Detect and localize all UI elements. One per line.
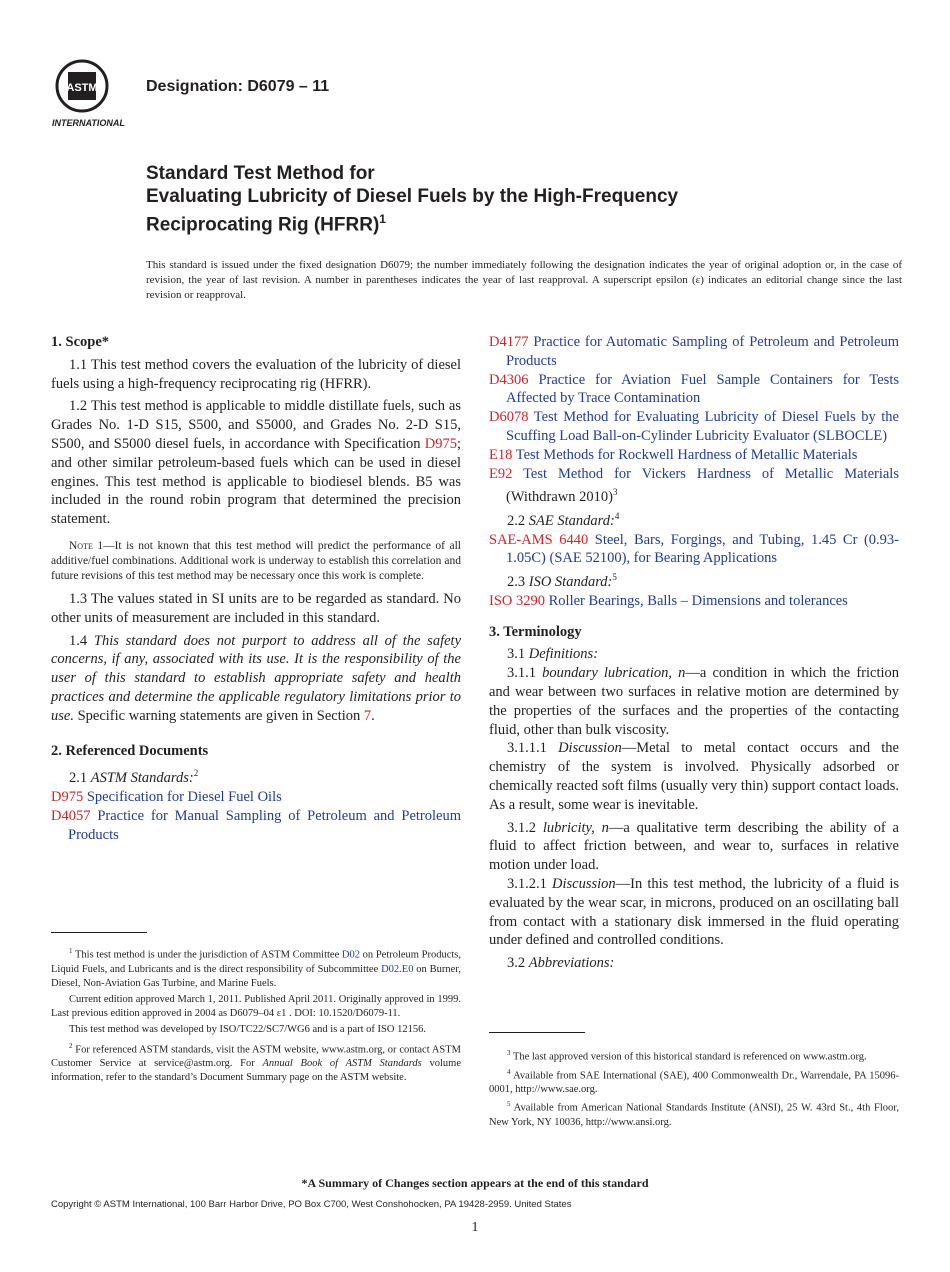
para-3-1-1-1-text: —Metal to metal contact occurs and the chemistry of the system is involved. Physically adsorbed or chemically reacted soft films (usually very thin) support contact loads. As a result, some wear is inevitable. bbox=[489, 740, 899, 813]
para-2-2-sup: 4 bbox=[614, 511, 620, 521]
footnote-5: $^5$ Available from American National Standards Institute (ANSI), 25 W. 43rd St., 4th Floor, New York, NY 10036, http://www.ansi.org. bbox=[489, 1100, 900, 1128]
ref-item[interactable] bbox=[489, 531, 899, 569]
ref-title[interactable]: Practice for Manual Sampling of Petroleum and Petroleum Products bbox=[68, 807, 461, 843]
para-2-3-title: ISO Standard: bbox=[528, 574, 613, 591]
title-footnote-mark: 1 bbox=[379, 212, 386, 226]
footnote-5-text: Available from American National Standards Institute (ANSI), 25 W. 43rd St., 4th Floor, New York, NY 10036, http://www.ansi.org. bbox=[489, 1102, 900, 1128]
para-2-3-num: 2.3 bbox=[507, 574, 529, 591]
para-2-1-num: 2.1 bbox=[69, 770, 91, 787]
ref-item[interactable] bbox=[489, 371, 899, 409]
footnote-rule bbox=[51, 932, 147, 933]
footnotes-right bbox=[489, 1046, 899, 1130]
para-3-1-2-text: —a qualitative term describing the ability of a fluid to affect friction between, and wear to, surfaces in relative motion under load. bbox=[489, 819, 899, 874]
section-3-heading: 3. Terminology bbox=[489, 623, 582, 640]
para-2-1-title: ASTM Standards: bbox=[90, 770, 194, 787]
note-1 bbox=[51, 539, 461, 584]
footnote-1-edition: Current edition approved March 1, 2011. Published April 2011. Originally approved in 1999. Last previous edition approved in 2004 as D6079–04 ε1 . DOI: 10.1520/D6079-11. bbox=[51, 993, 461, 1019]
ref-item[interactable] bbox=[489, 465, 899, 507]
astm-logo bbox=[52, 58, 136, 130]
ref-title[interactable]: Test Methods for Rockwell Hardness of Metallic Materials bbox=[515, 446, 858, 463]
para-1-2-text-end: ; and other similar petroleum-based fuels which can be used in diesel engines. This test method is applicable to biodiesel blends. B5 was included in the round robin program that determined the precision statement. bbox=[51, 435, 461, 528]
para-1-4-end: . bbox=[371, 707, 375, 724]
footnote-2-text: For referenced ASTM standards, visit the ASTM website, www.astm.org, or contact ASTM Customer Service at service@astm.org. For bbox=[51, 1044, 461, 1069]
footnote-1: $^1$ This test method is under the jurisdiction of ASTM Committee D02 on Petroleum Products, Liquid Fuels, and Lubricants and is the direct responsibility of Subcommittee D02.E0 on Burner, Diesel, Non-Aviation Gas Turbine, and Marine Fuels. bbox=[51, 947, 462, 989]
copyright: Copyright © ASTM International, 100 Barr Harbor Drive, PO Box C700, West Conshohocken, PA 19428-2959. United States bbox=[51, 1199, 572, 1210]
ref-title[interactable]: Specification for Diesel Fuel Oils bbox=[86, 788, 282, 805]
note-text: 1—It is not known that this test method will predict the performance of all additive/fuel combinations. Additional work is underway to establish this correlation and future revisions of this test method may be necessary once this work is complete. bbox=[51, 539, 461, 582]
para-1-4-safety: This standard does not purport to address all of the safety concerns, if any, associated with its use. It is the responsibility of the user of this standard to establish appropriate safety and health practices and determine the applicable regulatory limitations prior to use. bbox=[51, 632, 462, 724]
page-title bbox=[146, 162, 846, 236]
title-line-2: Evaluating Lubricity of Diesel Fuels by the High-Frequency bbox=[146, 186, 679, 207]
ref-code[interactable]: D4306 bbox=[489, 371, 529, 388]
ref-code[interactable]: D4177 bbox=[489, 334, 529, 350]
ref-code[interactable]: E18 bbox=[489, 446, 513, 463]
para-2-3 bbox=[489, 568, 899, 592]
ref-item[interactable] bbox=[51, 807, 461, 845]
ref-title[interactable]: Practice for Automatic Sampling of Petroleum and Petroleum Products bbox=[506, 334, 900, 369]
ref-code[interactable]: D975 bbox=[51, 788, 84, 805]
para-2-3-sup: 5 bbox=[612, 572, 617, 583]
para-1-4-text: Specific warning statements are given in Section bbox=[73, 707, 364, 724]
ref-code[interactable]: SAE-AMS 6440 bbox=[489, 531, 589, 548]
ref-item[interactable] bbox=[489, 592, 899, 611]
footnote-1-text-3: on Burner, Diesel, Non-Aviation Gas Turbine, and Marine Fuels. bbox=[51, 963, 461, 989]
section-2-heading: 2. Referenced Documents bbox=[51, 742, 209, 759]
para-3-2-num: 3.2 bbox=[507, 955, 529, 972]
para-3-1-1-1-num: 3.1.1.1 bbox=[507, 740, 559, 757]
footnote-4-text: Available from SAE International (SAE), 400 Commonwealth Dr., Warrendale, PA 15096-0001, http://www.sae.org. bbox=[489, 1070, 900, 1095]
para-2-2-num: 2.2 bbox=[507, 512, 529, 529]
para-3-1-1-num: 3.1.1 bbox=[507, 665, 543, 682]
footnote-4: $^4$ Available from SAE International (SAE), 400 Commonwealth Dr., Warrendale, PA 15096-0001, http://www.sae.org. bbox=[489, 1067, 900, 1095]
ref-item[interactable] bbox=[489, 333, 899, 371]
para-2-1 bbox=[51, 764, 461, 788]
para-3-1-title: Definitions: bbox=[528, 646, 599, 663]
link-section-7[interactable]: 7 bbox=[363, 707, 372, 724]
issuance-statement: This standard is issued under the fixed designation D6079; the number immediately following the designation indicates the year of original adoption or, in the case of revision, the year of last revision. A number in parentheses indicates the year of last reapproval. A superscript epsilon (ε) indicates an editorial change since the last revision or reapproval. bbox=[146, 259, 902, 301]
footnote-1-iso: This test method was developed by ISO/TC22/SC7/WG6 and is a part of ISO 12156. bbox=[69, 1023, 426, 1035]
ref-item[interactable] bbox=[51, 788, 461, 807]
para-3-1-1-1-label: Discussion bbox=[558, 740, 622, 757]
link-d02[interactable]: D02 bbox=[341, 949, 360, 961]
para-3-2 bbox=[489, 954, 899, 973]
para-1-2 bbox=[51, 397, 461, 529]
footnote-1-text-2: on Petroleum Products, Liquid Fuels, and Lubricants and is the direct responsibility of Subcommittee bbox=[51, 949, 462, 975]
para-3-1-1-term: boundary lubrication, n bbox=[542, 665, 686, 682]
link-d975[interactable]: D975 bbox=[424, 435, 457, 452]
summary-note: *A Summary of Changes section appears at the end of this standard bbox=[301, 1176, 649, 1190]
footnote-2-text-2: volume information, refer to the standard’s Document Summary page on the ASTM website. bbox=[51, 1058, 461, 1083]
logo-subtext: INTERNATIONAL bbox=[52, 118, 125, 128]
title-line-1: Standard Test Method for bbox=[146, 163, 375, 184]
para-3-1-num: 3.1 bbox=[507, 646, 529, 663]
ref-code[interactable]: ISO 3290 bbox=[489, 592, 545, 609]
para-1-4 bbox=[51, 632, 461, 726]
ref-code[interactable]: E92 bbox=[489, 465, 513, 482]
footnote-3: $^3$ The last approved version of this historical standard is referenced on www.astm.org. bbox=[507, 1049, 867, 1063]
title-line-3 bbox=[146, 208, 846, 236]
footnote-rule bbox=[489, 1032, 585, 1033]
para-2-1-sup: 2 bbox=[193, 768, 199, 779]
section-1-heading: 1. Scope* bbox=[51, 334, 109, 350]
para-2-2-title: SAE Standard: bbox=[528, 512, 615, 529]
para-3-1-1-1 bbox=[489, 739, 899, 814]
para-3-1 bbox=[489, 645, 899, 664]
ref-title[interactable]: Test Method for Evaluating Lubricity of Diesel Fuels by the Scuffing Load Ball-on-Cylinder Lubricity Evaluator (SLBOCLE) bbox=[506, 409, 899, 444]
footnote-3-text: The last approved version of this historical standard is referenced on www.astm.org. bbox=[512, 1051, 867, 1063]
para-3-1-2-1 bbox=[489, 875, 899, 950]
left-column bbox=[51, 333, 461, 844]
ref-title[interactable]: Practice for Aviation Fuel Sample Containers for Tests Affected by Trace Contamination bbox=[506, 371, 899, 407]
page-number: 1 bbox=[471, 1220, 479, 1235]
ref-sup: 3 bbox=[612, 487, 618, 498]
designation: Designation: D6079 – 11 bbox=[146, 78, 330, 95]
para-3-1-1 bbox=[489, 664, 899, 739]
para-3-1-2-num: 3.1.2 bbox=[507, 819, 543, 836]
para-3-1-2-term: lubricity, n bbox=[542, 819, 609, 836]
ref-title[interactable]: Steel, Bars, Forgings, and Tubing, 1.45 Cr (0.93-1.05C) (SAE 52100), for Bearing Applications bbox=[506, 531, 900, 567]
para-3-1-2-1-num: 3.1.2.1 bbox=[507, 876, 553, 892]
ref-item[interactable] bbox=[489, 446, 899, 465]
link-d02e0[interactable]: D02.E0 bbox=[381, 963, 414, 975]
ref-withdrawn: (Withdrawn 2010) bbox=[506, 489, 613, 506]
ref-title[interactable]: Roller Bearings, Balls – Dimensions and tolerances bbox=[548, 592, 848, 609]
footnote-1-text: This test method is under the jurisdiction of ASTM Committee bbox=[74, 949, 342, 961]
para-3-1-2 bbox=[489, 819, 899, 875]
para-1-3: 1.3 The values stated in SI units are to be regarded as standard. No other units of measurement are included in this standard. bbox=[51, 590, 461, 626]
para-1-4-num: 1.4 bbox=[69, 632, 94, 649]
ref-code[interactable]: D6078 bbox=[489, 409, 529, 426]
para-3-1-2-1-text: —In this test method, the lubricity of a fluid is evaluated by the wear scar, in microns, produced on an oscillating ball from contact with a stationary disk immersed in the fluid operating under defined and controlled conditions. bbox=[489, 876, 900, 949]
footnote-2: $^2$ For referenced ASTM standards, visit the ASTM website, www.astm.org, or contact ASTM Customer Service at service@astm.org. For Annual Book of ASTM Standards volume information, refer to the standard’s Document Summary page on the ASTM website. bbox=[51, 1041, 461, 1083]
title-line-3-text: Reciprocating Rig (HFRR) bbox=[146, 214, 380, 236]
para-3-2-title: Abbreviations: bbox=[528, 955, 615, 972]
para-1-2-text: 1.2 This test method is applicable to middle distillate fuels, such as Grades No. 1-D S15, S500, and S5000, and Grades No. 2-D S15, S500, and S5000 diesel fuels, in accordance with Specification bbox=[51, 398, 461, 452]
para-1-1: 1.1 This test method covers the evaluation of the lubricity of diesel fuels using a high-frequency reciprocating rig (HFRR). bbox=[51, 356, 461, 392]
ref-code[interactable]: D4057 bbox=[51, 807, 91, 824]
para-3-1-1-text: —a condition in which the friction and wear between two surfaces in relative motion are determined by the properties of the surfaces and the properties of the contacting fluid, other than bulk viscosity. bbox=[489, 665, 899, 738]
footnote-2-italic: Annual Book of ASTM Standards bbox=[262, 1058, 422, 1069]
footnotes-left bbox=[51, 944, 461, 1085]
ref-item[interactable] bbox=[489, 408, 899, 446]
right-column bbox=[489, 333, 899, 973]
para-3-1-2-1-label: Discussion bbox=[552, 876, 616, 892]
note-label: Note bbox=[69, 539, 93, 552]
logo-text: ASTM bbox=[66, 82, 98, 94]
para-2-2 bbox=[489, 507, 899, 531]
ref-title[interactable]: Test Method for Vickers Hardness of Metallic Materials bbox=[523, 465, 899, 482]
